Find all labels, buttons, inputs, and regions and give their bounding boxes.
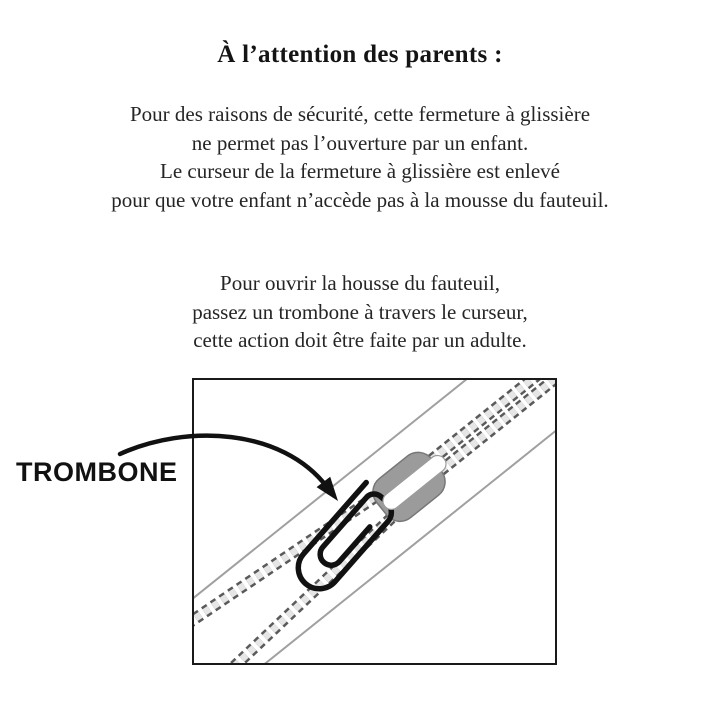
intro-paragraph [0, 100, 720, 214]
zipper-illustration [194, 380, 555, 663]
paragraph-line: Le curseur de la fermeture à glissière est enlevé [160, 159, 560, 183]
trombone-label: TROMBONE [16, 457, 178, 487]
paragraph-line: cette action doit être faite par un adulte. [193, 328, 527, 352]
paragraph-line: Pour des raisons de sécurité, cette fermeture à glissière [129, 102, 591, 126]
paragraph-line: passez un trombone à travers le curseur, [192, 299, 528, 324]
paragraph-line: ne permet pas l’ouverture par un enfant. [191, 130, 529, 155]
zipper-illustration-box [192, 378, 557, 665]
zipper-tape-edges [194, 380, 555, 663]
paragraph-line: Pour ouvrir la housse du fauteuil, [220, 271, 500, 295]
paragraph-line: pour que votre enfant n’accède pas à la mousse du fauteuil. [111, 187, 609, 212]
instruction-paragraph [0, 269, 720, 355]
paperclip-drawing [290, 483, 398, 598]
zipper-band [194, 380, 555, 663]
page-title: À l’attention des parents : [217, 41, 503, 68]
